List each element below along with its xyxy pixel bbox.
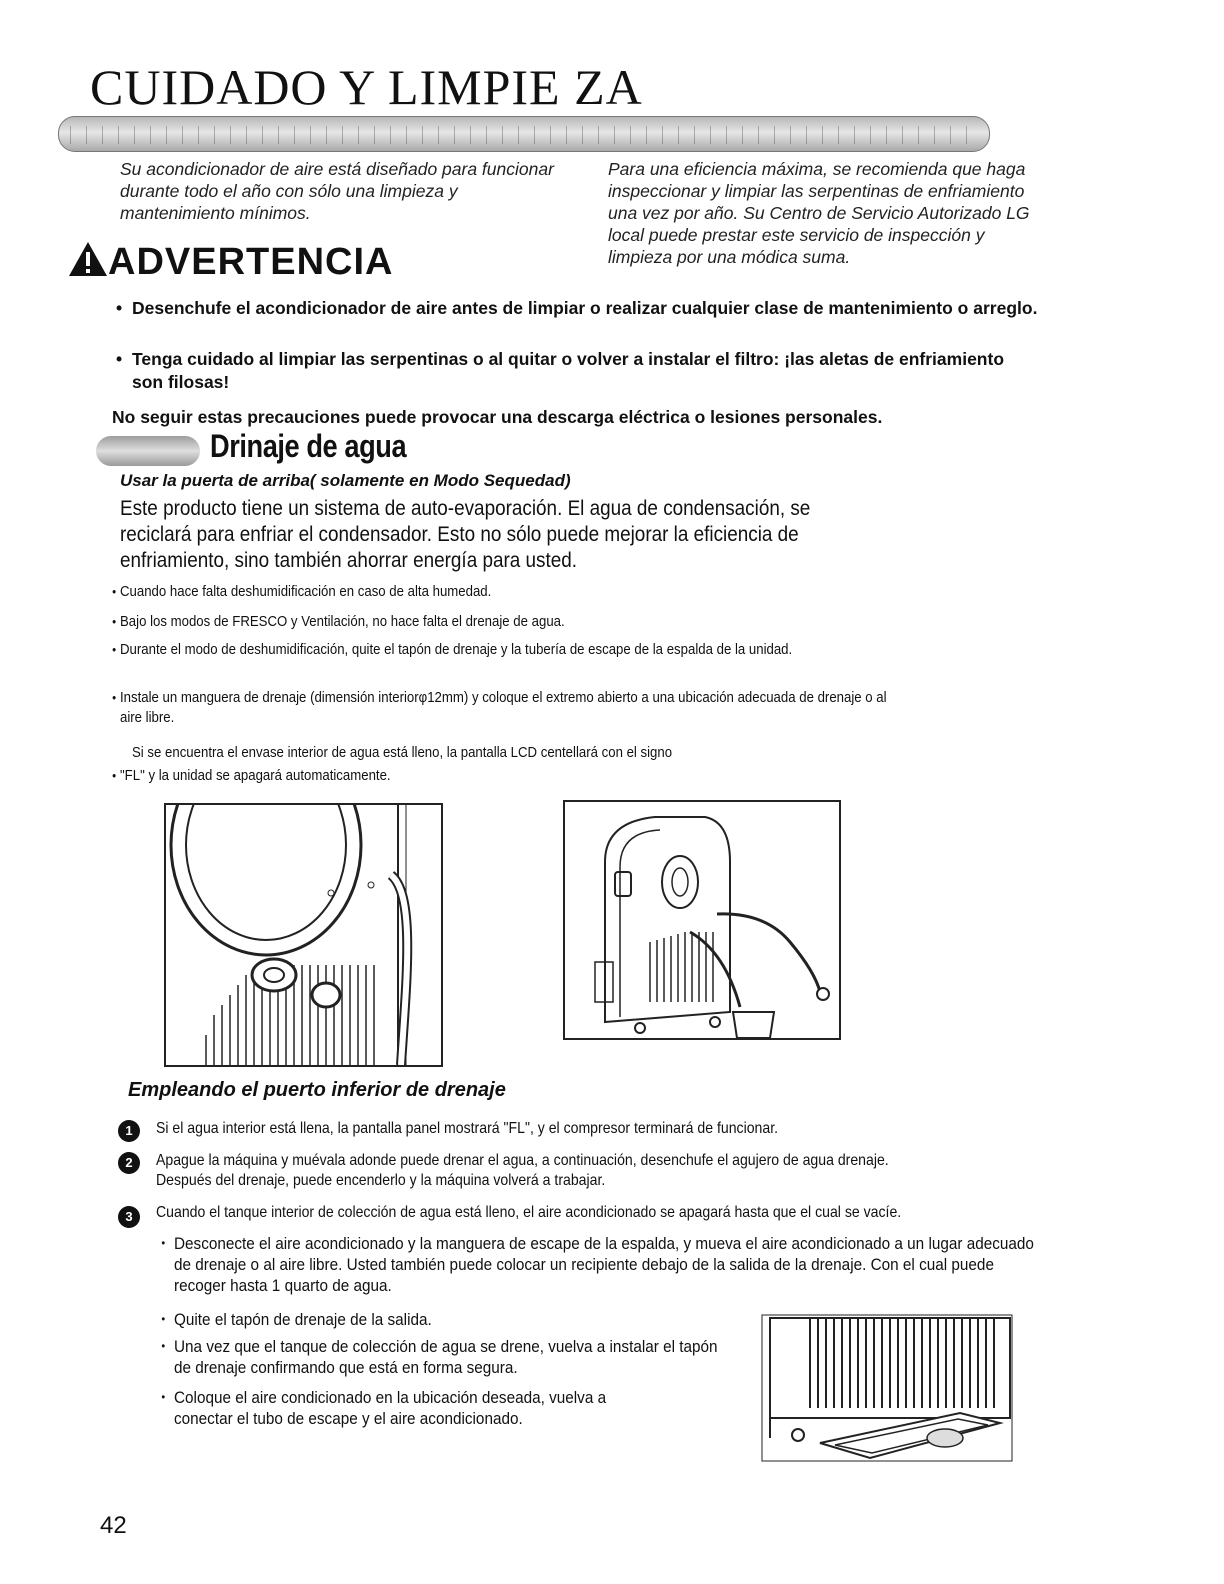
lower-port-heading: Empleando el puerto inferior de drenaje [128, 1079, 506, 1101]
bullet-dot: • [161, 1339, 166, 1353]
condition-item [112, 582, 492, 602]
step-text: Cuando el tanque interior de colección de agua está lleno, el aire acondicionado se apagará hasta que el cual se vacíe. [156, 1204, 902, 1221]
warning-note: No seguir estas precauciones puede provocar una descarga eléctrica o lesiones personales. [112, 407, 883, 427]
page-title: CUIDADO Y LIMPIE ZA [90, 59, 643, 115]
step-number-badge: 1 [118, 1120, 140, 1142]
bullet-dot: • [112, 614, 117, 629]
bullet-dot: • [161, 1236, 166, 1250]
step-text: Si el agua interior está llena, la pantalla panel mostrará "FL", y el compresor terminará de funcionar. [156, 1120, 779, 1137]
condition-text: Cuando hace falta deshumidificación en caso de alta humedad. [120, 583, 492, 600]
drain-tray-illustration [760, 1313, 1014, 1463]
condition-item [112, 688, 894, 728]
section-title: Drinaje de agua [210, 428, 407, 464]
lower-port-bullet [161, 1387, 642, 1429]
bullet-dot: • [116, 349, 123, 369]
step-text: Apague la máquina y muévala adonde puede drenar el agua, a continuación, desenchufe el agujero de agua drenaje. Después del drenaje, puede encenderlo y la máquina volverá a trabajar. [156, 1152, 889, 1189]
title-band-pattern [70, 126, 980, 144]
drainage-body: Este producto tiene un sistema de auto-evaporación. El agua de condensación, se reciclará para enfriar el condensador. Esto no sólo puede mejorar la eficiencia de enfriamiento, sino también ahorrar energía para usted. [120, 497, 811, 572]
condition-text: Instale un manguera de drenaje (dimensión interiorφ12mm) y coloque el extremo abierto a una ubicación adecuada de drenaje o al aire libre. [120, 689, 887, 726]
intro-right-text: Para una eficiencia máxima, se recomienda que haga inspeccionar y limpiar las serpentinas de enfriamiento una vez por año. Su Centro de Servicio Autorizado LG local puede prestar este servicio de inspección y limpieza por una módica suma. [608, 159, 1030, 267]
intro-left-text: Su acondicionador de aire está diseñado para funcionar durante todo el año con sólo una limpieza y mantenimiento mínimos. [120, 159, 554, 223]
bullet-dot: • [112, 584, 117, 599]
bullet-dot: • [161, 1312, 166, 1326]
condition-text: Bajo los modos de FRESCO y Ventilación, no hace falta el drenaje de agua. [120, 613, 565, 630]
bullet-dot: • [112, 690, 117, 705]
warning-heading [68, 240, 393, 284]
lower-port-bullet [161, 1309, 432, 1330]
warning-item [116, 297, 1072, 320]
condition-item [112, 612, 565, 632]
warning-item-text: Tenga cuidado al limpiar las serpentinas o al quitar o volver a instalar el filtro: ¡las aletas de enfriamiento son filosas! [132, 349, 1005, 392]
warning-label: ADVERTENCIA [108, 241, 394, 283]
section-pill [96, 436, 200, 466]
unit-drain-hose-illustration [563, 800, 841, 1040]
warning-item [116, 348, 1032, 394]
bullet-dot: • [112, 768, 117, 783]
bullet-dot: • [161, 1390, 166, 1404]
bullet-text: Quite el tapón de drenaje de la salida. [174, 1310, 432, 1329]
drain-hose-closeup-illustration [164, 803, 443, 1067]
bullet-dot: • [112, 642, 117, 657]
warning-triangle-icon [68, 240, 108, 278]
condition-text: Durante el modo de deshumidificación, quite el tapón de drenaje y la tubería de escape de la espalda de la unidad. [120, 641, 793, 658]
step-number-badge: 3 [118, 1206, 140, 1228]
warning-item-text: Desenchufe el acondicionador de aire antes de limpiar o realizar cualquier clase de mantenimiento o arreglo. [132, 298, 1038, 318]
bullet-text: Desconecte el aire acondicionado y la manguera de escape de la espalda, y mueva el aire acondicionado a un lugar adecuado de drenaje o al aire libre. Usted también puede colocar un recipiente debajo de la salida de la drenaje. Con el cual puede recoger hasta 1 quarto de agua. [174, 1234, 1034, 1295]
lower-port-bullet [161, 1336, 732, 1378]
bullet-text: Una vez que el tanque de colección de agua se drene, vuelva a instalar el tapón de drenaje confirmando que está en forma segura. [174, 1337, 718, 1377]
page-number: 42 [100, 1512, 127, 1539]
step-number-badge: 2 [118, 1152, 140, 1174]
bullet-dot: • [116, 298, 123, 318]
bullet-text: Coloque el aire condicionado en la ubicación deseada, vuelva a conectar el tubo de escape y el aire acondicionado. [174, 1388, 607, 1428]
condition-text: "FL" y la unidad se apagará automaticamente. [120, 767, 391, 784]
lower-port-bullet [161, 1233, 1038, 1296]
condition-item [112, 640, 877, 660]
condition-text: Si se encuentra el envase interior de agua está lleno, la pantalla LCD centellará con el signo [132, 744, 673, 761]
section-subtitle: Usar la puerta de arriba( solamente en Modo Sequedad) [120, 471, 571, 490]
condition-item [112, 766, 391, 786]
